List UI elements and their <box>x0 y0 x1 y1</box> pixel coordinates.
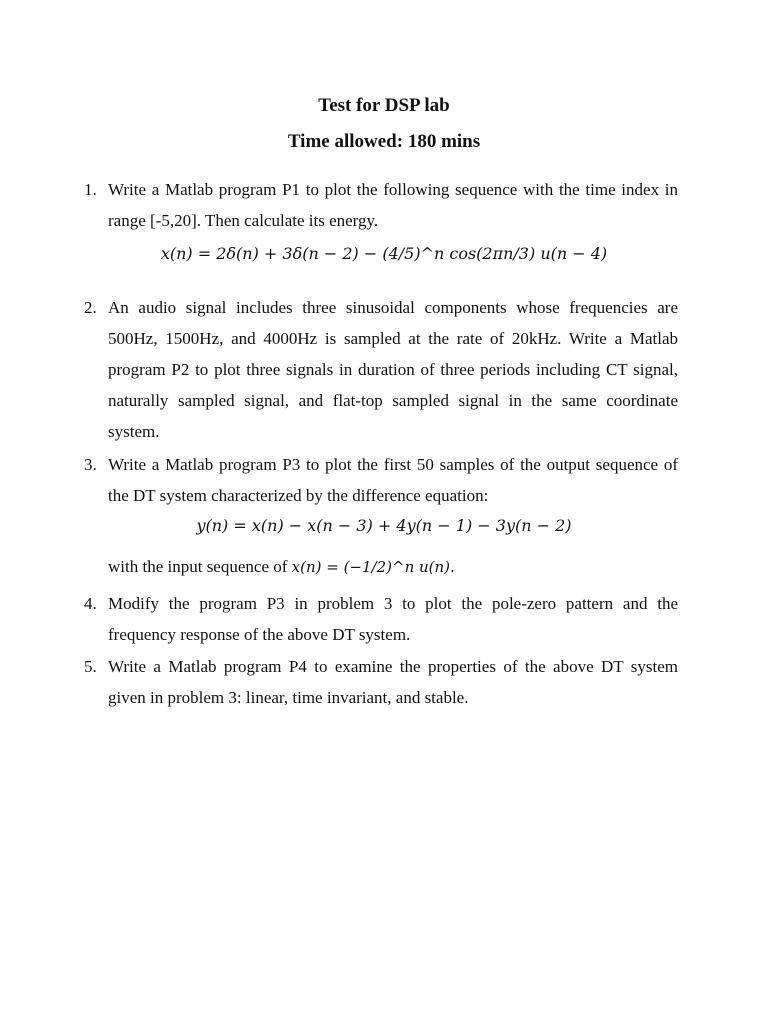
equation-1 <box>0 244 768 264</box>
question-text: Write a Matlab program P4 to examine the properties of the above DT system given in problem 3: linear, time invariant, and stable. <box>108 657 678 707</box>
question-number: 5. <box>84 657 97 676</box>
question-number: 4. <box>84 594 97 613</box>
question-2 <box>84 292 678 447</box>
equation-3-text: y(n) = x(n) − x(n − 3) + 4y(n − 1) − 3y(n − 2) <box>196 516 572 535</box>
question-5 <box>84 651 678 713</box>
question-4 <box>84 588 678 650</box>
question-text: Modify the program P3 in problem 3 to plot the pole-zero pattern and the frequency response of the above DT system. <box>108 594 678 644</box>
question-text: Write a Matlab program P3 to plot the first 50 samples of the output sequence of the DT system characterized by the difference equation: <box>108 455 678 505</box>
question-number: 3. <box>84 455 97 474</box>
input-sequence-prefix: with the input sequence of <box>108 557 288 576</box>
equation-1-text: x(n) = 2δ(n) + 3δ(n − 2) − (4/5)^n cos(2πn/3) u(n − 4) <box>160 244 608 263</box>
question-text: Write a Matlab program P1 to plot the following sequence with the time index in range [-5,20]. Then calculate its energy. <box>108 180 678 230</box>
question-3 <box>84 449 678 511</box>
equation-3 <box>0 516 768 536</box>
time-allowed: Time allowed: 180 mins <box>287 131 481 152</box>
document-title: Test for DSP lab <box>318 95 450 116</box>
input-sequence-equation: x(n) = (−1/2)^n u(n). <box>291 558 455 576</box>
question-number: 2. <box>84 298 97 317</box>
question-text: An audio signal includes three sinusoidal components whose frequencies are 500Hz, 1500Hz, and 4000Hz is sampled at the rate of 20kHz. Write a Matlab program P2 to plot three signals in duration of three periods including CT signal, naturally sampled signal, and flat-top sampled signal in the same coordinate system. <box>108 298 678 441</box>
question-1 <box>84 174 678 236</box>
question-number: 1. <box>84 180 97 199</box>
input-sequence-line <box>84 551 678 583</box>
